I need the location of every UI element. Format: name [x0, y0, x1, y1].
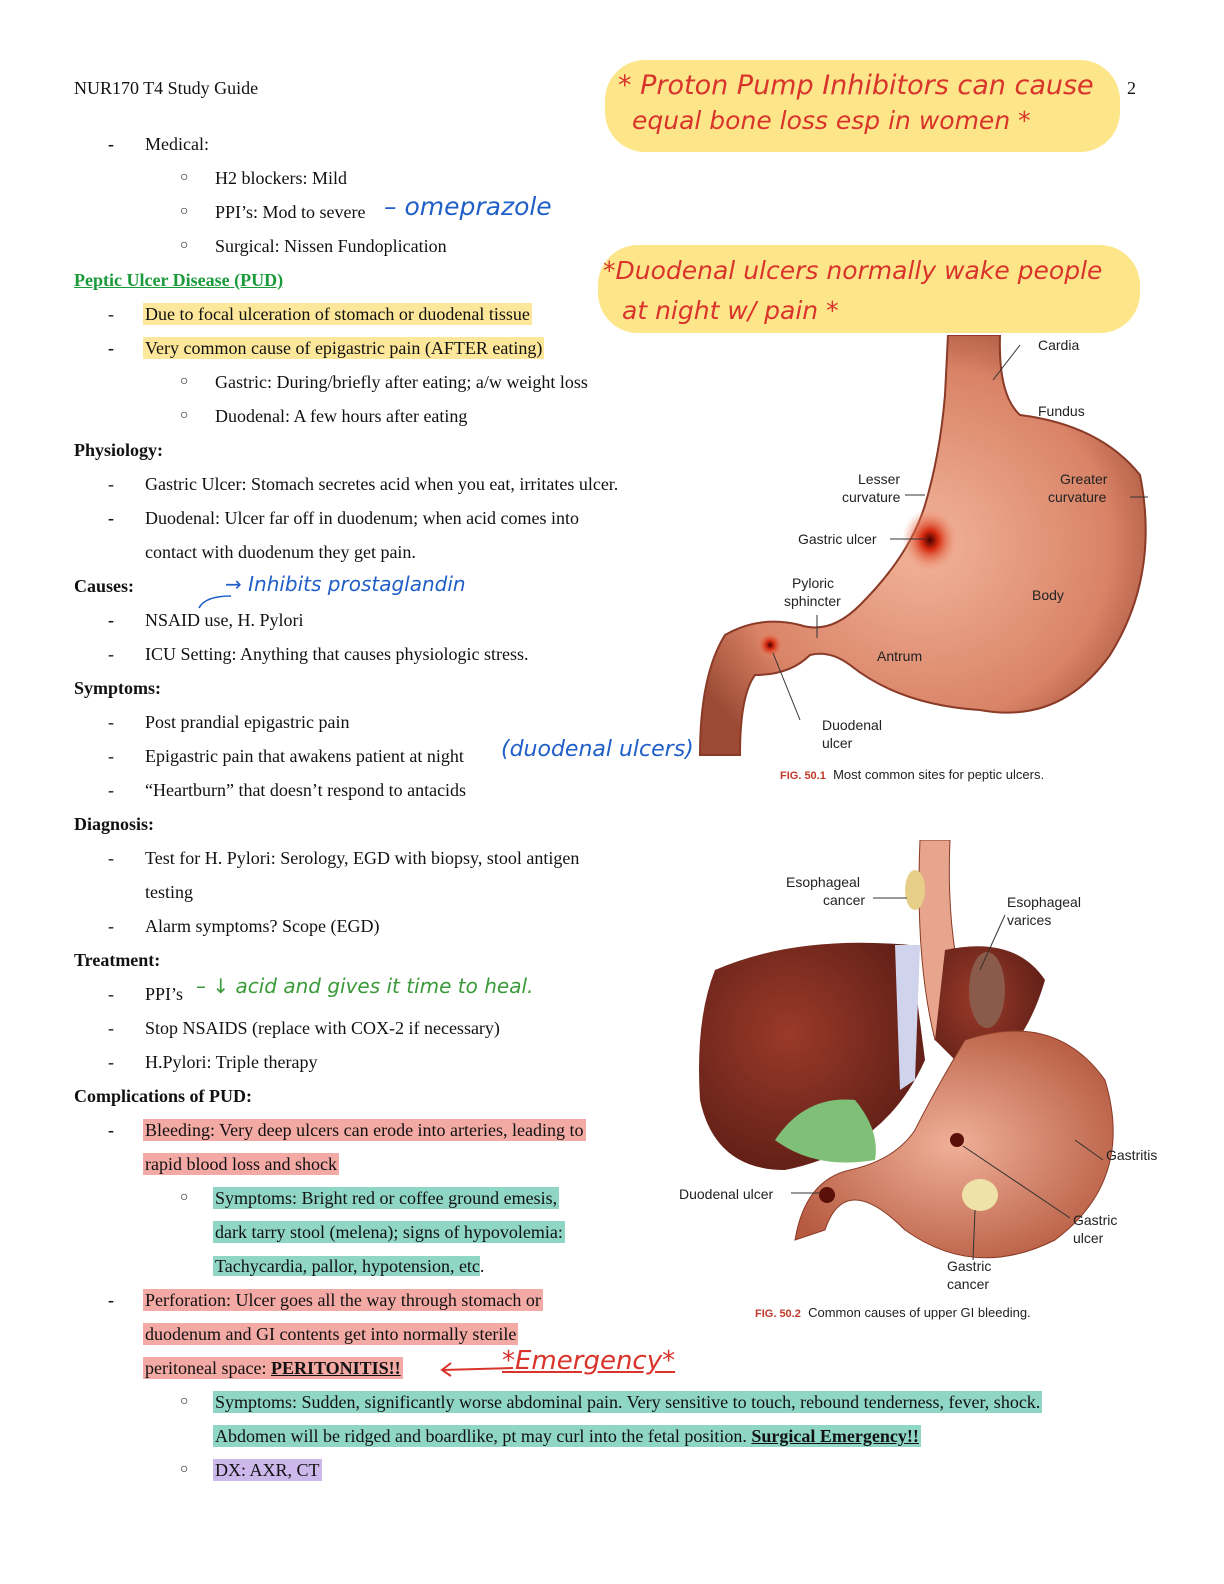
- acid-heal-note: – ↓ acid and gives it time to heal.: [196, 974, 534, 998]
- physiology-duodenal-1: Duodenal: Ulcer far off in duodenum; when acid comes into: [145, 508, 580, 528]
- figure1-number: FIG. 50.1: [780, 770, 826, 782]
- bleeding-symptoms-3: Tachycardia, pallor, hypotension, etc: [215, 1256, 480, 1276]
- diagnosis-test-1: Test for H. Pylori: Serology, EGD with biopsy, stool antigen: [145, 848, 580, 868]
- figure2-number: FIG. 50.2: [755, 1308, 801, 1320]
- symptoms-post: Post prandial epigastric pain: [145, 712, 350, 732]
- symptoms-heading: Symptoms:: [74, 678, 162, 698]
- peritonitis-label: PERITONITIS!!: [270, 1358, 401, 1378]
- diagnosis-alarm: Alarm symptoms? Scope (EGD): [145, 916, 380, 936]
- surgical-nissen: Surgical: Nissen Fundoplication: [215, 236, 447, 256]
- perforation-3-line: [143, 1357, 403, 1379]
- label-gastric-cancer-1: Gastric: [947, 1258, 992, 1274]
- label-greater-2: curvature: [1048, 489, 1107, 505]
- physiology-duodenal-2: contact with duodenum they get pain.: [145, 542, 416, 562]
- medical-label: Medical:: [145, 134, 209, 154]
- label-body: Body: [1032, 587, 1064, 603]
- label-eso-cancer-2: cancer: [823, 892, 866, 908]
- surgical-emergency-label: Surgical Emergency!!: [751, 1426, 919, 1446]
- stomach-illustration: [680, 335, 1185, 790]
- bleeding-symptoms-1: Symptoms: Bright red or coffee ground emesis,: [215, 1188, 558, 1208]
- omeprazole-note: – omeprazole: [384, 192, 552, 221]
- gi-bleeding-illustration: [675, 840, 1195, 1330]
- pud-common: Very common cause of epigastric pain (AFTER eating): [145, 338, 543, 358]
- duodenal-ulcers-note: (duodenal ulcers): [501, 737, 694, 762]
- complications-heading: Complications of PUD:: [74, 1086, 252, 1106]
- label-gastric-ulcer: Gastric ulcer: [798, 531, 877, 547]
- treatment-pylori: H.Pylori: Triple therapy: [145, 1052, 318, 1072]
- label-eso-varices-1: Esophageal: [1007, 894, 1081, 910]
- label-gastric-ulcer-1: Gastric: [1073, 1212, 1118, 1228]
- label-lesser-1: Lesser: [858, 471, 901, 487]
- ppi-note-line2: equal bone loss esp in women *: [632, 106, 1031, 135]
- figure-stomach: [680, 335, 1185, 790]
- perforation-symptoms-1: Symptoms: Sudden, significantly worse abdominal pain. Very sensitive to touch, rebound tenderness, fever, shock.: [215, 1392, 1041, 1412]
- physiology-heading: Physiology:: [74, 440, 164, 460]
- page-number: 2: [1127, 78, 1136, 98]
- duodenal-note-line1: *Duodenal ulcers normally wake people: [603, 256, 1103, 285]
- perforation-2: duodenum and GI contents get into normally sterile: [145, 1324, 517, 1344]
- causes-nsaid: NSAID use, H. Pylori: [145, 610, 304, 630]
- treatment-heading: Treatment:: [74, 950, 161, 970]
- treatment-nsaids: Stop NSAIDS (replace with COX-2 if necessary): [145, 1018, 500, 1038]
- label-fundus: Fundus: [1038, 403, 1085, 419]
- label-pyloric-1: Pyloric: [792, 575, 835, 591]
- diagnosis-test-2: testing: [145, 882, 193, 902]
- label-greater-1: Greater: [1060, 471, 1108, 487]
- label-lesser-2: curvature: [842, 489, 901, 505]
- perforation-3: peritoneal space:: [145, 1358, 271, 1378]
- emergency-note: [502, 1346, 675, 1376]
- pud-duodenal: Duodenal: A few hours after eating: [215, 406, 468, 426]
- perforation-symptoms-2-line: [213, 1425, 921, 1447]
- label-pyloric-2: sphincter: [784, 593, 841, 609]
- symptoms-heartburn: “Heartburn” that doesn’t respond to antacids: [145, 780, 467, 800]
- bleeding-1: Bleeding: Very deep ulcers can erode into arteries, leading to: [145, 1120, 584, 1140]
- label-antrum: Antrum: [877, 648, 923, 664]
- figure2-caption-text: Common causes of upper GI bleeding.: [808, 1305, 1031, 1320]
- ppi-severity: PPI’s: Mod to severe: [215, 202, 366, 222]
- perforation-1: Perforation: Ulcer goes all the way through stomach or: [145, 1290, 541, 1310]
- symptoms-night: Epigastric pain that awakens patient at night: [145, 746, 464, 766]
- prostaglandin-note: → Inhibits prostaglandin: [225, 572, 466, 596]
- label-gastritis: Gastritis: [1106, 1147, 1158, 1163]
- treatment-ppi: PPI’s: [145, 984, 184, 1004]
- label-gastric-ulcer-2: ulcer: [1073, 1230, 1104, 1246]
- figure2-caption: [755, 1305, 1031, 1320]
- diagnosis-heading: Diagnosis:: [74, 814, 155, 834]
- pud-gastric: Gastric: During/briefly after eating; a/w weight loss: [215, 372, 588, 392]
- label-cardia: Cardia: [1038, 337, 1080, 353]
- bleeding-symptoms-2: dark tarry stool (melena); signs of hypovolemia:: [215, 1222, 563, 1242]
- figure-gi-bleeding: [675, 840, 1195, 1330]
- perforation-symptoms-2: Abdomen will be ridged and boardlike, pt may curl into the fetal position.: [215, 1426, 752, 1446]
- h2-blockers: H2 blockers: Mild: [215, 168, 347, 188]
- label-eso-varices-2: varices: [1007, 912, 1052, 928]
- ppi-note-line1: * Proton Pump Inhibitors can cause: [618, 70, 1094, 101]
- bleeding-symptoms-3-line: [213, 1255, 484, 1277]
- doc-header-title: NUR170 T4 Study Guide: [74, 78, 259, 98]
- figure1-caption-text: Most common sites for peptic ulcers.: [833, 767, 1045, 782]
- label-duodenal-2: ulcer: [822, 735, 853, 751]
- duodenal-note-line2: at night w/ pain *: [622, 296, 839, 325]
- label-duodenal-1: Duodenal: [822, 717, 882, 733]
- perforation-dx: DX: AXR, CT: [215, 1460, 320, 1480]
- pud-title: Peptic Ulcer Disease (PUD): [74, 270, 284, 290]
- label-eso-cancer-1: Esophageal: [786, 874, 860, 890]
- label-duodenal-ulcer: Duodenal ulcer: [679, 1186, 774, 1202]
- figure1-caption: [780, 767, 1044, 782]
- physiology-gastric: Gastric Ulcer: Stomach secretes acid when you eat, irritates ulcer.: [145, 474, 619, 494]
- causes-icu: ICU Setting: Anything that causes physiologic stress.: [145, 644, 529, 664]
- bleeding-symptoms-3-period: .: [479, 1256, 485, 1276]
- pud-focal: Due to focal ulceration of stomach or duodenal tissue: [145, 304, 530, 324]
- bleeding-2: rapid blood loss and shock: [145, 1154, 337, 1174]
- causes-heading: Causes:: [74, 576, 135, 596]
- label-gastric-cancer-2: cancer: [947, 1276, 990, 1292]
- emergency-text: *Emergency*: [502, 1346, 676, 1376]
